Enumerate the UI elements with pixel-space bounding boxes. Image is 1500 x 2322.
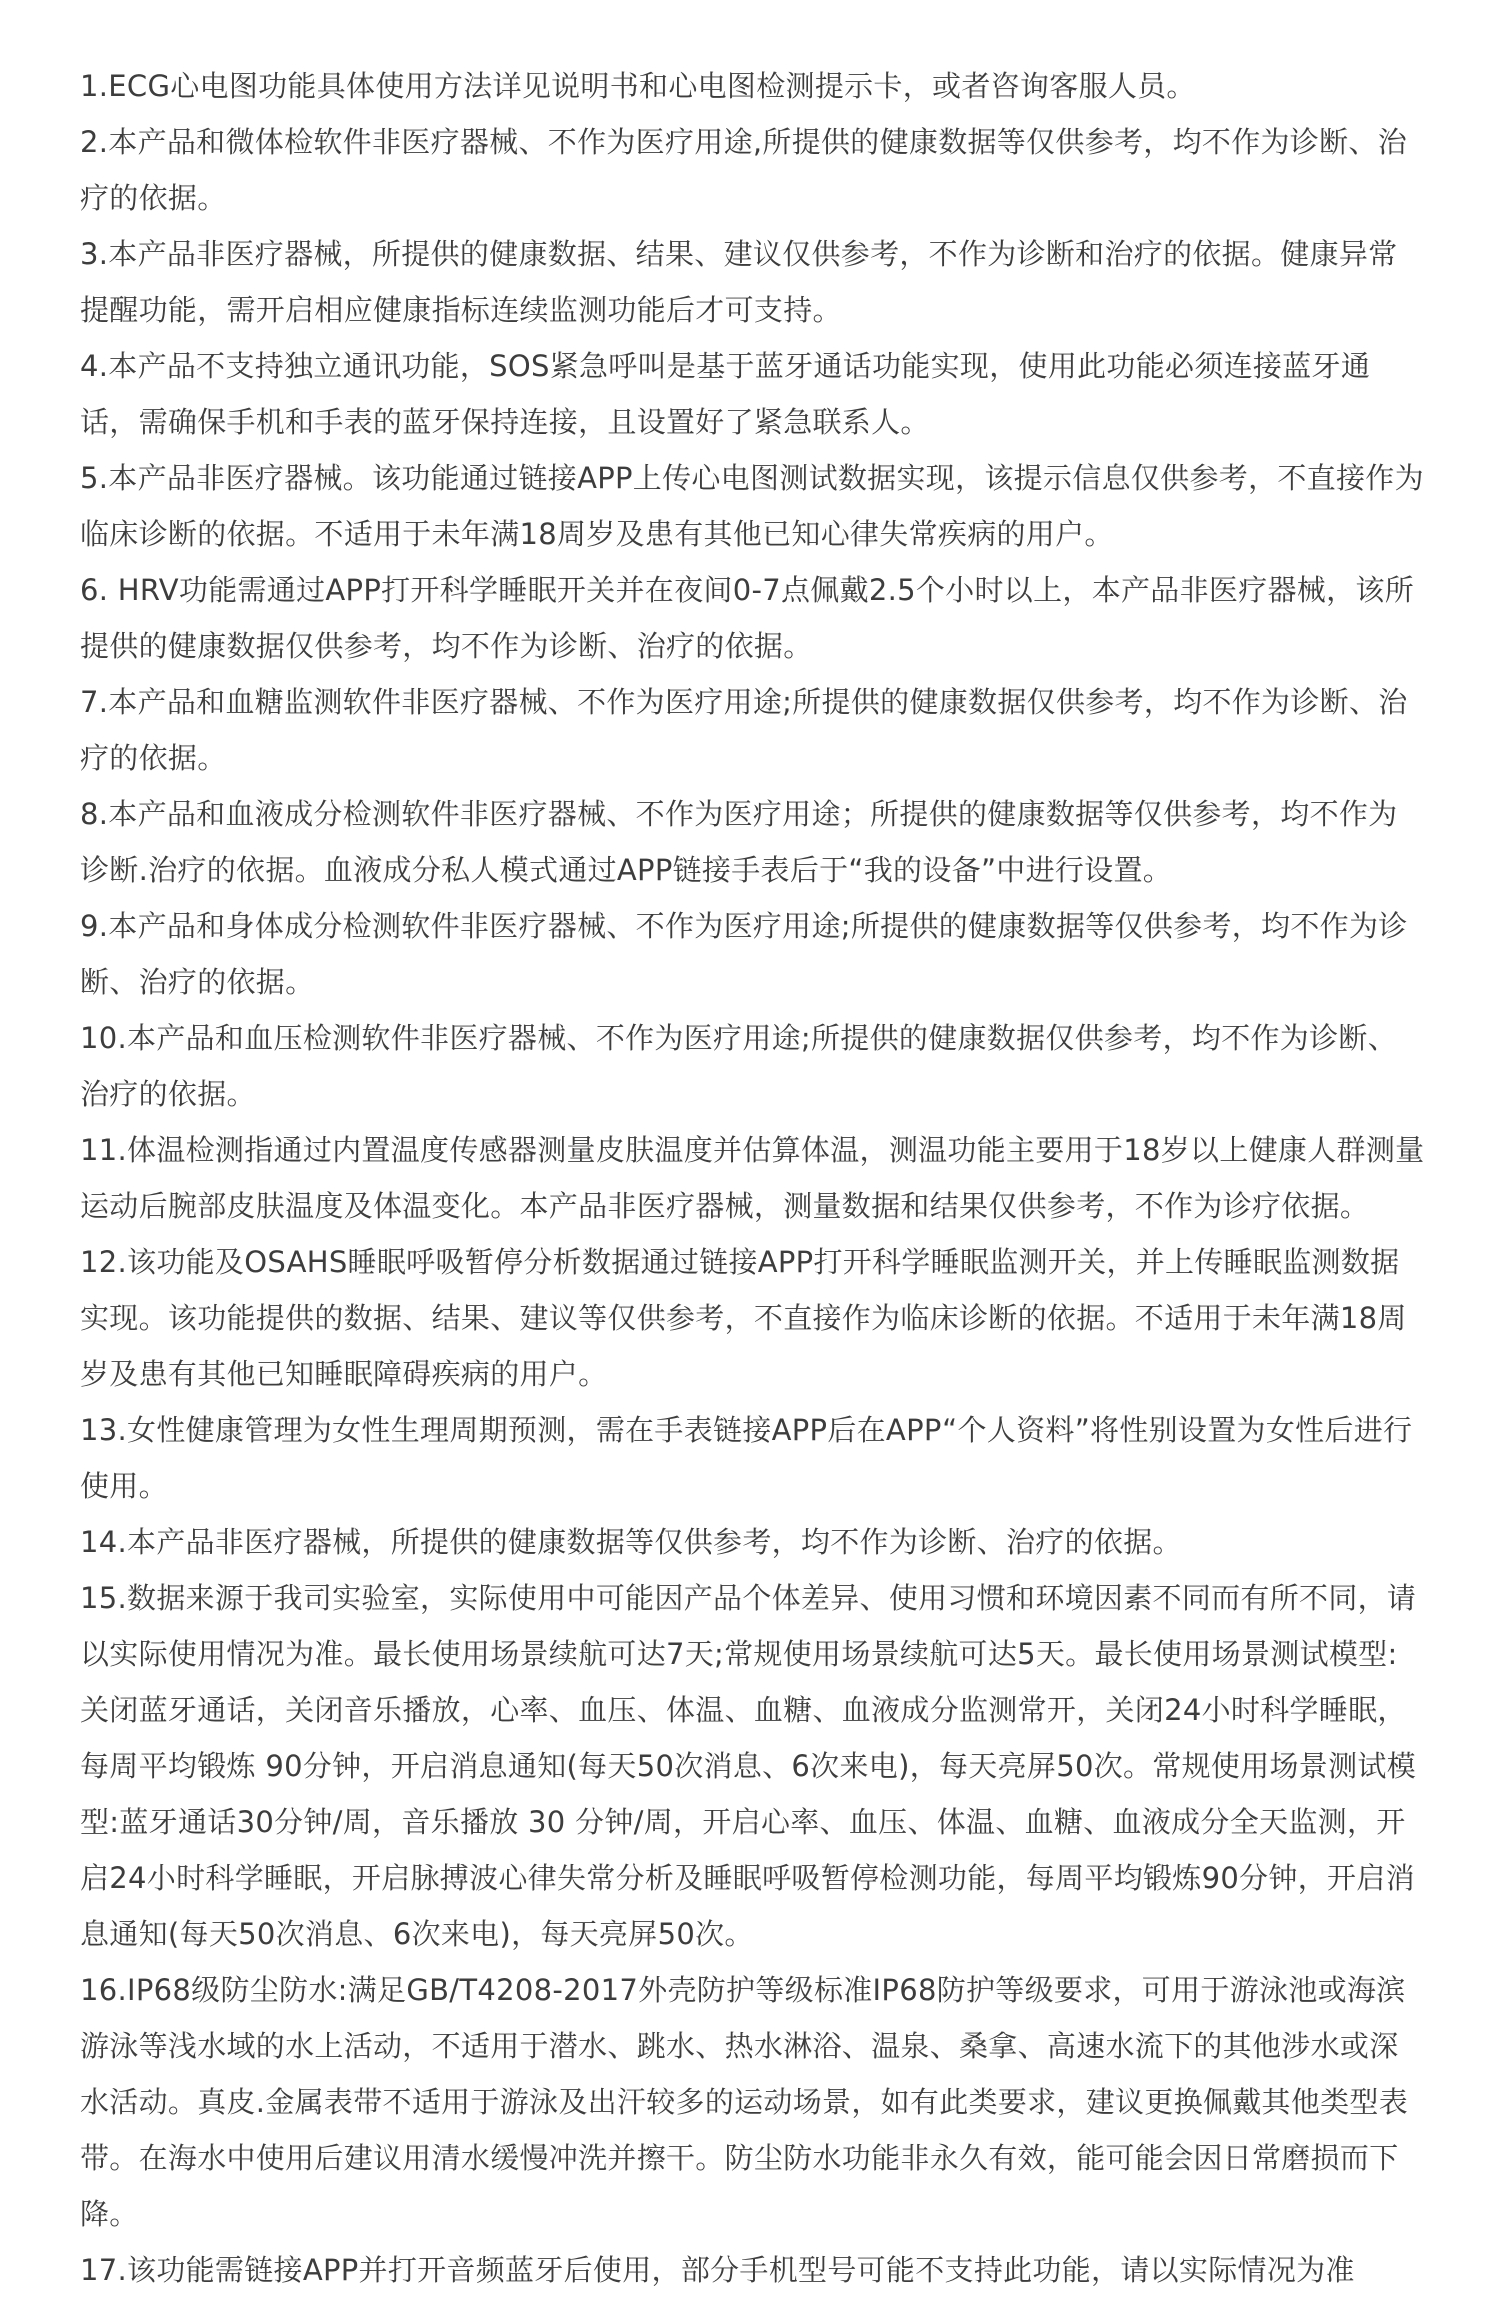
disclaimer-note-11: 11.体温检测指通过内置温度传感器测量皮肤温度并估算体温，测温功能主要用于18岁以上健康人群测量运动后腕部皮肤温度及体温变化。本产品非医疗器械，测量数据和结果仅供参考，不作为诊疗依据。 bbox=[80, 1133, 1425, 1223]
disclaimer-note-5: 5.本产品非医疗器械。该功能通过链接APP上传心电图测试数据实现，该提示信息仅供参考，不直接作为临床诊断的依据。不适用于未年满18周岁及患有其他已知心律失常疾病的用户。 bbox=[80, 461, 1424, 551]
disclaimer-note-14: 14.本产品非医疗器械，所提供的健康数据等仅供参考，均不作为诊断、治疗的依据。 bbox=[80, 1525, 1182, 1559]
disclaimer-note-7: 7.本产品和血糖监测软件非医疗器械、不作为医疗用途;所提供的健康数据仅供参考，均不作为诊断、治疗的依据。 bbox=[80, 685, 1408, 775]
disclaimer-note-8: 8.本产品和血液成分检测软件非医疗器械、不作为医疗用途；所提供的健康数据等仅供参考，均不作为诊断.治疗的依据。血液成分私人模式通过APP链接手表后于“我的设备”中进行设置。 bbox=[80, 797, 1398, 887]
disclaimer-list bbox=[80, 58, 1425, 2298]
disclaimer-note-12: 12.该功能及OSAHS睡眠呼吸暂停分析数据通过链接APP打开科学睡眠监测开关，并上传睡眠监测数据实现。该功能提供的数据、结果、建议等仅供参考，不直接作为临床诊断的依据。不适用于未年满18周岁及患有其他已知睡眠障碍疾病的用户。 bbox=[80, 1245, 1407, 1391]
disclaimer-note-1: 1.ECG心电图功能具体使用方法详见说明书和心电图检测提示卡，或者咨询客服人员。 bbox=[80, 69, 1196, 103]
disclaimer-note-15: 15.数据来源于我司实验室，实际使用中可能因产品个体差异、使用习惯和环境因素不同而有所不同，请以实际使用情况为准。最长使用场景续航可达7天;常规使用场景续航可达5天。最长使用场景测试模型:关闭蓝牙通话，关闭音乐播放，心率、血压、体温、血糖、血液成分监测常开，关闭24小时科学睡眠，每周平均锻炼 90分钟，开启消息通知(每天50次消息、6次来电)，每天亮屏50次。常规使用场景测试模型:蓝牙通话30分钟/周，音乐播放 30 分钟/周，开启心率、血压、体温、血糖、血液成分全天监测，开启24小时科学睡眠，开启脉搏波心律失常分析及睡眠呼吸暂停检测功能，每周平均锻炼90分钟，开启消息通知(每天50次消息、6次来电)，每天亮屏50次。 bbox=[80, 1581, 1417, 1951]
disclaimer-note-3: 3.本产品非医疗器械，所提供的健康数据、结果、建议仅供参考，不作为诊断和治疗的依据。健康异常提醒功能，需开启相应健康指标连续监测功能后才可支持。 bbox=[80, 237, 1398, 327]
disclaimer-note-4: 4.本产品不支持独立通讯功能，SOS紧急呼叫是基于蓝牙通话功能实现，使用此功能必须连接蓝牙通话，需确保手机和手表的蓝牙保持连接，且设置好了紧急联系人。 bbox=[80, 349, 1371, 439]
disclaimer-note-10: 10.本产品和血压检测软件非医疗器械、不作为医疗用途;所提供的健康数据仅供参考，均不作为诊断、治疗的依据。 bbox=[80, 1021, 1397, 1111]
disclaimer-note-16: 16.IP68级防尘防水:满足GB/T4208-2017外壳防护等级标准IP68防护等级要求，可用于游泳池或海滨游泳等浅水域的水上活动，不适用于潜水、跳水、热水淋浴、温泉、桑拿、高速水流下的其他涉水或深水活动。真皮.金属表带不适用于游泳及出汗较多的运动场景，如有此类要求，建议更换佩戴其他类型表带。在海水中使用后建议用清水缓慢冲洗并擦干。防尘防水功能非永久有效，能可能会因日常磨损而下降。 bbox=[80, 1973, 1409, 2231]
disclaimer-note-6: 6. HRV功能需通过APP打开科学睡眠开关并在夜间0-7点佩戴2.5个小时以上，本产品非医疗器械，该所提供的健康数据仅供参考，均不作为诊断、治疗的依据。 bbox=[80, 573, 1414, 663]
disclaimer-note-2: 2.本产品和微体检软件非医疗器械、不作为医疗用途,所提供的健康数据等仅供参考，均不作为诊断、治疗的依据。 bbox=[80, 125, 1407, 215]
disclaimer-note-13: 13.女性健康管理为女性生理周期预测，需在手表链接APP后在APP“个人资料”将性别设置为女性后进行使用。 bbox=[80, 1413, 1413, 1503]
disclaimer-note-9: 9.本产品和身体成分检测软件非医疗器械、不作为医疗用途;所提供的健康数据等仅供参考，均不作为诊断、治疗的依据。 bbox=[80, 909, 1408, 999]
disclaimer-note-17: 17.该功能需链接APP并打开音频蓝牙后使用，部分手机型号可能不支持此功能，请以实际情况为准 bbox=[80, 2253, 1355, 2287]
